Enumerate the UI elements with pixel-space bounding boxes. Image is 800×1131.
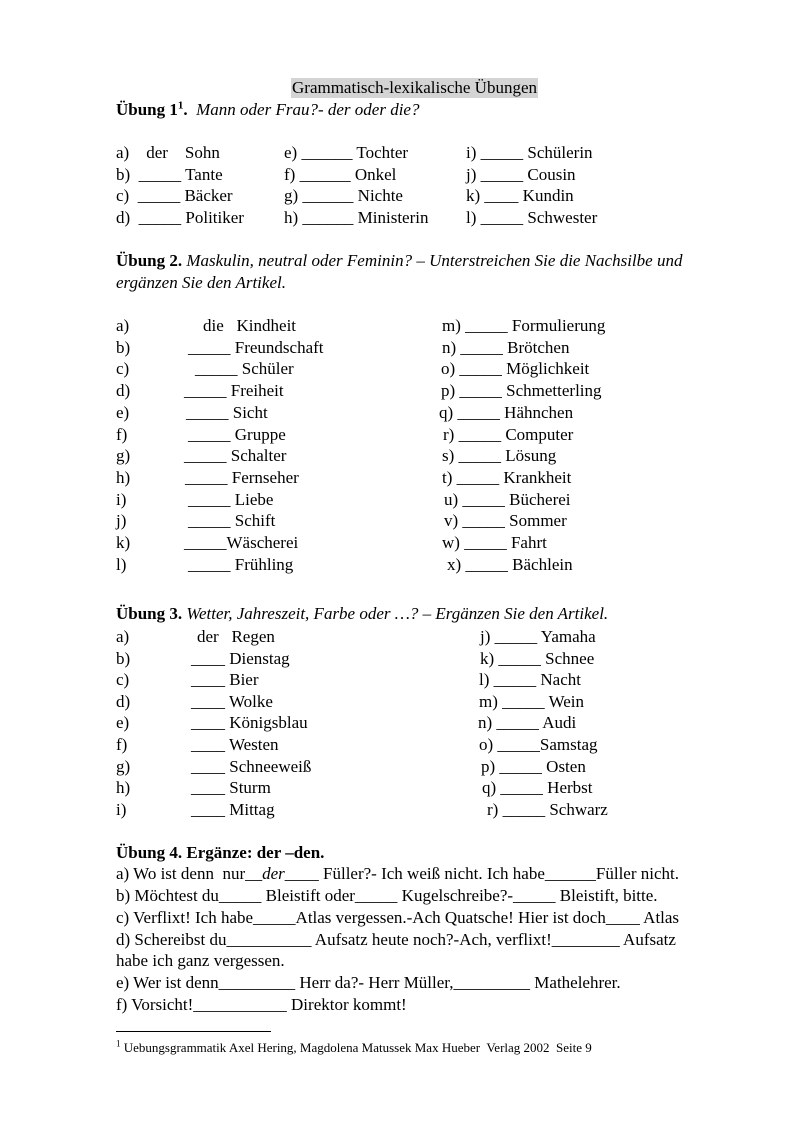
exercise-1-item: j) _____ Cousin bbox=[466, 164, 576, 184]
exercise-3-item: ____ Schneeweiß bbox=[191, 756, 312, 776]
exercise-4-line: f) Vorsicht!___________ Direktor kommt! bbox=[116, 995, 407, 1014]
exercise-1-label: Übung 1 bbox=[116, 100, 178, 119]
exercise-2-item: _____ Frühling bbox=[188, 554, 294, 574]
exercise-3-item: m) _____ Wein bbox=[479, 691, 585, 711]
exercise-2-letter: i) bbox=[116, 489, 127, 509]
exercise-2-item: o) _____ Möglichkeit bbox=[441, 359, 590, 379]
exercise-2-item: m) _____ Formulierung bbox=[442, 316, 606, 335]
exercise-2-item: u) _____ Bücherei bbox=[444, 489, 571, 509]
exercise-4-line-a bbox=[116, 864, 679, 884]
exercise-2-item: _____ Schift bbox=[188, 511, 276, 531]
exercise-2-item: r) _____ Computer bbox=[443, 424, 574, 444]
exercise-3-item: j) _____ Yamaha bbox=[480, 627, 596, 646]
exercise-1-item: k) ____ Kundin bbox=[466, 186, 574, 206]
exercise-2-letter: f) bbox=[116, 424, 128, 444]
exercise-2-item: _____Wäscherei bbox=[184, 533, 299, 552]
exercise-4-line-a-end: ____ Füller?- Ich weiß nicht. Ich habe______Füller nicht. bbox=[284, 864, 679, 883]
exercise-2-item: _____ Freundschaft bbox=[188, 337, 324, 357]
exercise-4-line: b) Möchtest du_____ Bleistift oder_____ Kugelschreibe?-_____ Bleistift, bitte. bbox=[116, 886, 658, 905]
exercise-3-item: ____ Westen bbox=[191, 735, 279, 754]
page-title: Grammatisch-lexikalische Übungen bbox=[292, 78, 538, 97]
exercise-2-item: _____ Schalter bbox=[184, 446, 287, 466]
exercise-3-item: q) _____ Herbst bbox=[482, 778, 593, 798]
footnote bbox=[116, 1040, 592, 1056]
exercise-1-item: b) _____ Tante bbox=[116, 164, 223, 184]
exercise-3-heading bbox=[116, 604, 608, 624]
exercise-3-item: o) _____Samstag bbox=[479, 735, 598, 754]
exercise-2-letter: d) bbox=[116, 381, 131, 401]
exercise-2-letter: e) bbox=[116, 402, 130, 422]
exercise-1-item: e) ______ Tochter bbox=[284, 143, 409, 162]
exercise-3-item: ____ Sturm bbox=[191, 778, 271, 798]
exercise-4-line: habe ich ganz vergessen. bbox=[116, 951, 285, 971]
exercise-3-letter: e) bbox=[116, 713, 130, 733]
exercise-3-item: ____ Bier bbox=[191, 670, 259, 690]
exercise-2-letter: a) bbox=[116, 316, 130, 335]
exercise-2-item: _____ Fernseher bbox=[185, 467, 299, 487]
exercise-1-instruction: Mann oder Frau?- der oder die? bbox=[196, 100, 420, 119]
exercise-2-letter: j) bbox=[116, 511, 127, 531]
footnote-text: Uebungsgrammatik Axel Hering, Magdolena Matussek Max Hueber Verlag 2002 Seite 9 bbox=[120, 1040, 592, 1055]
exercise-4-line-a-start: a) Wo ist denn nur__ bbox=[116, 864, 263, 883]
exercise-2-item: x) _____ Bächlein bbox=[447, 554, 573, 574]
exercise-3-item: p) _____ Osten bbox=[481, 756, 586, 776]
exercise-3-item: ____ Königsblau bbox=[191, 713, 308, 733]
exercise-3-item: der Regen bbox=[197, 627, 275, 646]
exercise-1-item: i) _____ Schülerin bbox=[466, 143, 593, 162]
footnote-divider bbox=[116, 1031, 271, 1032]
exercise-1-heading bbox=[116, 100, 419, 120]
exercise-4-line: e) Wer ist denn_________ Herr da?- Herr Müller,_________ Mathelehrer. bbox=[116, 973, 621, 993]
filled-answer: der bbox=[262, 864, 285, 883]
exercise-2-item: q) _____ Hähnchen bbox=[439, 402, 574, 422]
exercise-3-item: n) _____ Audi bbox=[478, 713, 577, 733]
exercise-3-item: l) _____ Nacht bbox=[479, 670, 581, 690]
exercise-3-label: Übung 3. bbox=[116, 604, 183, 623]
exercise-2-letter: h) bbox=[116, 467, 131, 487]
exercise-1-item: g) ______ Nichte bbox=[284, 186, 403, 206]
exercise-3-letter: h) bbox=[116, 778, 131, 798]
exercise-1-item: c) _____ Bäcker bbox=[116, 186, 233, 206]
exercise-1-item: f) ______ Onkel bbox=[284, 164, 397, 184]
exercise-3-item: ____ Mittag bbox=[191, 799, 275, 819]
exercise-1-item: d) _____ Politiker bbox=[116, 208, 244, 228]
exercise-1-item: h) ______ Ministerin bbox=[284, 208, 429, 228]
exercise-2-instruction-cont: ergänzen Sie den Artikel. bbox=[116, 273, 286, 292]
exercise-3-item: ____ Dienstag bbox=[191, 648, 290, 668]
exercise-2-item: p) _____ Schmetterling bbox=[441, 381, 602, 401]
exercise-3-item: r) _____ Schwarz bbox=[487, 799, 608, 819]
exercise-2-item: die Kindheit bbox=[203, 316, 297, 335]
exercise-2-item: _____ Schüler bbox=[195, 359, 294, 379]
exercise-3-letter: d) bbox=[116, 691, 131, 711]
exercise-3-letter: b) bbox=[116, 648, 131, 668]
exercise-2-letter: l) bbox=[116, 554, 127, 574]
exercise-4-line: d) Schereibst du__________ Aufsatz heute noch?-Ach, verflixt!________ Aufsatz bbox=[116, 929, 676, 949]
exercise-4-line: c) Verflixt! Ich habe_____Atlas vergessen.-Ach Quatsche! Hier ist doch____ Atlas bbox=[116, 907, 680, 927]
exercise-2-item: t) _____ Krankheit bbox=[442, 467, 572, 487]
exercise-1-dot: . bbox=[183, 100, 188, 119]
exercise-2-heading bbox=[116, 251, 682, 271]
exercise-2-instruction: Maskulin, neutral oder Feminin? – Unterstreichen Sie die Nachsilbe und bbox=[186, 251, 683, 270]
exercise-3-instruction: Wetter, Jahreszeit, Farbe oder …? – Ergänzen Sie den Artikel. bbox=[186, 604, 609, 623]
exercise-1-item: l) _____ Schwester bbox=[466, 208, 598, 228]
footnote-mark: 1 bbox=[116, 1038, 121, 1049]
exercise-2-item: _____ Sicht bbox=[186, 402, 268, 422]
exercise-2-letter: b) bbox=[116, 337, 131, 357]
exercise-2-item: v) _____ Sommer bbox=[444, 511, 567, 531]
exercise-2-letter: g) bbox=[116, 446, 131, 466]
exercise-2-item: _____ Liebe bbox=[188, 489, 274, 509]
exercise-3-item: ____ Wolke bbox=[191, 691, 273, 711]
exercise-1-item: a) der Sohn bbox=[116, 143, 220, 162]
exercise-2-label: Übung 2. bbox=[116, 251, 183, 270]
exercise-3-letter: g) bbox=[116, 756, 131, 776]
exercise-2-item: _____ Gruppe bbox=[188, 424, 286, 444]
exercise-3-letter: f) bbox=[116, 735, 128, 754]
exercise-2-letter: k) bbox=[116, 533, 131, 552]
footnote-ref: 1 bbox=[177, 99, 184, 112]
exercise-3-letter: c) bbox=[116, 670, 130, 690]
exercise-3-letter: i) bbox=[116, 799, 127, 819]
exercise-4-heading: Übung 4. Ergänze: der –den. bbox=[116, 843, 325, 862]
exercise-3-item: k) _____ Schnee bbox=[480, 648, 595, 668]
exercise-2-letter: c) bbox=[116, 359, 130, 379]
exercise-3-letter: a) bbox=[116, 627, 130, 646]
exercise-2-item: _____ Freiheit bbox=[184, 381, 284, 401]
exercise-2-item: w) _____ Fahrt bbox=[442, 533, 547, 552]
exercise-2-item: n) _____ Brötchen bbox=[442, 337, 570, 357]
exercise-2-item: s) _____ Lösung bbox=[442, 446, 557, 466]
